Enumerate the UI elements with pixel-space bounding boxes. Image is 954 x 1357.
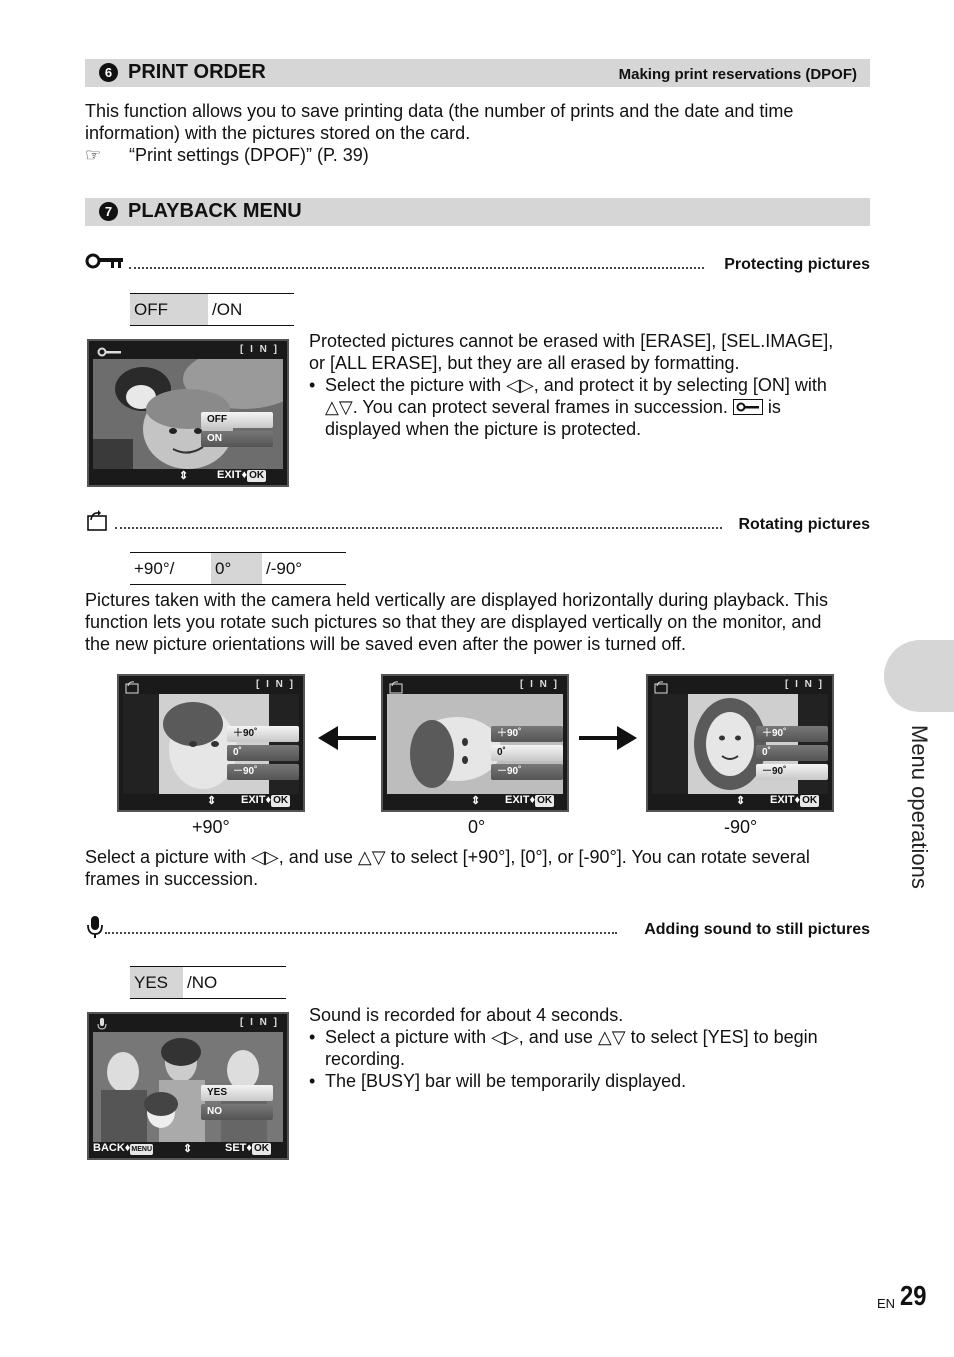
ok-button[interactable]: OK xyxy=(802,795,818,806)
caption-plus90: +90° xyxy=(192,817,230,837)
microphone-icon xyxy=(86,915,104,939)
protect-screen xyxy=(87,339,289,487)
protect-bullet: Select the picture with ◁▷, and protect it by selecting [ON] with △▽. You can protect several frames in succession. is displayed when the picture is protected. xyxy=(325,375,827,439)
protect-description: Protected pictures cannot be erased with [ERASE], [SEL.IMAGE], or [ALL ERASE], but they are all erased by formatting. xyxy=(309,331,834,373)
section-subtitle: Making print reservations (DPOF) xyxy=(618,66,857,83)
menu-item-plus90[interactable]: ＋90˚ xyxy=(756,726,828,742)
memory-indicator: [ I N ] xyxy=(240,344,279,355)
set-label: SET♦ OK xyxy=(225,1142,270,1154)
section-title: PLAYBACK MENU xyxy=(128,200,302,222)
language-code: EN xyxy=(877,1296,896,1311)
rotate-title: Rotating pictures xyxy=(738,516,870,533)
print-order-header xyxy=(85,59,870,87)
side-tab-label: Menu operations xyxy=(907,725,932,889)
rotate-options xyxy=(130,552,346,585)
menu-item-on[interactable]: ON xyxy=(201,431,273,447)
menu-item-off[interactable]: OFF xyxy=(201,412,273,428)
sound-menu xyxy=(201,1085,273,1123)
protect-heading xyxy=(85,250,870,274)
ok-button[interactable]: OK xyxy=(273,795,289,806)
option-on: /ON xyxy=(212,300,243,319)
exit-label: EXIT♦ OK xyxy=(217,469,265,481)
side-tab xyxy=(884,640,954,712)
up-down-arrow-icon: △▽ xyxy=(597,1027,626,1047)
reference-link[interactable]: “Print settings (DPOF)” (P. 39) xyxy=(129,145,369,165)
exit-label: EXIT♦ OK xyxy=(770,794,818,806)
list-item: • xyxy=(309,1027,316,1047)
memory-indicator: [ I N ] xyxy=(240,1017,279,1028)
protect-options xyxy=(130,293,294,326)
menu-item-minus90[interactable]: －90˚ xyxy=(491,764,563,780)
rotate-heading xyxy=(85,510,870,534)
rotate-menu xyxy=(491,726,563,783)
up-down-arrow-icon: △▽ xyxy=(357,847,386,867)
rotate-menu xyxy=(227,726,299,783)
back-label: BACK♦MENU xyxy=(93,1142,153,1154)
menu-item-minus90[interactable]: －90˚ xyxy=(756,764,828,780)
menu-item-plus90[interactable]: ＋90˚ xyxy=(491,726,563,742)
menu-item-0[interactable]: 0˚ xyxy=(491,745,563,761)
left-right-arrow-icon: ◁▷ xyxy=(506,375,534,395)
menu-item-yes[interactable]: YES xyxy=(201,1085,273,1101)
protect-title: Protecting pictures xyxy=(724,256,870,273)
menu-button[interactable]: MENU xyxy=(131,1146,153,1153)
rotate-menu xyxy=(756,726,828,783)
arrow-left-icon xyxy=(318,726,376,750)
rotate-description: Pictures taken with the camera held vertically are displayed horizontally during playback. This function lets you rotate such pictures so that they are displayed vertically on the monitor, and the new picture orientations will be saved even after the power is turned off. xyxy=(85,590,829,654)
option-no: /NO xyxy=(187,973,218,992)
rotate-icon xyxy=(654,680,668,694)
protect-menu xyxy=(201,412,273,450)
section-title: PRINT ORDER xyxy=(128,61,266,83)
option-off: OFF xyxy=(130,294,208,325)
sound-options xyxy=(130,966,286,999)
option-yes: YES xyxy=(130,967,183,998)
arrow-right-icon xyxy=(579,726,637,750)
option-plus90: +90°/ xyxy=(134,559,175,578)
sound-bullet-2: The [BUSY] bar will be temporarily displayed. xyxy=(325,1071,687,1091)
rotate-screen-minus90: [ I N ] ＋90˚ 0˚ －90˚ ⇕ EXIT♦ OK xyxy=(646,674,834,812)
menu-item-0[interactable]: 0˚ xyxy=(227,745,299,761)
list-item: • xyxy=(309,1071,316,1091)
up-down-arrow-icon: △▽ xyxy=(325,397,353,417)
memory-indicator: [ I N ] xyxy=(520,679,559,690)
print-order-body: This function allows you to save printing data (the number of prints and the date and time information) with the pictures stored on the card. ☞ “Print settings (DPOF)” (P. 39) xyxy=(85,101,794,165)
sound-screen: [ I N ] YES NO BACK♦MENU ⇕ SET♦ OK xyxy=(87,1012,289,1160)
menu-item-no[interactable]: NO xyxy=(201,1104,273,1120)
reference-icon: ☞ xyxy=(85,145,102,165)
key-icon xyxy=(85,252,125,270)
section-number-badge: 7 xyxy=(99,202,118,221)
sound-description: Sound is recorded for about 4 seconds. xyxy=(309,1005,624,1025)
microphone-icon xyxy=(97,1018,107,1032)
exit-label: EXIT♦ OK xyxy=(505,794,553,806)
sound-bullet-1: Select a picture with ◁▷, and use △▽ to select [YES] to begin recording. xyxy=(325,1027,818,1069)
key-icon xyxy=(97,347,123,357)
left-right-arrow-icon: ◁▷ xyxy=(251,847,279,867)
section-number-badge: 6 xyxy=(99,63,118,82)
caption-minus90: -90° xyxy=(724,817,758,837)
list-item: • xyxy=(309,375,316,395)
caption-0: 0° xyxy=(468,817,486,837)
rotate-icon xyxy=(86,510,108,532)
playback-menu-header xyxy=(85,198,870,226)
ok-button[interactable]: OK xyxy=(249,470,265,481)
sound-title: Adding sound to still pictures xyxy=(644,921,870,938)
ok-button[interactable]: OK xyxy=(537,795,553,806)
rotate-screen-0: [ I N ] ＋90˚ 0˚ －90˚ ⇕ EXIT♦ OK xyxy=(381,674,569,812)
exit-label: EXIT♦ OK xyxy=(241,794,289,806)
key-icon xyxy=(733,399,763,415)
menu-item-minus90[interactable]: －90˚ xyxy=(227,764,299,780)
rotate-screen-plus90: [ I N ] ＋90˚ 0˚ －90˚ ⇕ EXIT♦ OK xyxy=(117,674,305,812)
memory-indicator: [ I N ] xyxy=(785,679,824,690)
left-right-arrow-icon: ◁▷ xyxy=(491,1027,519,1047)
memory-indicator: [ I N ] xyxy=(256,679,295,690)
rotate-instructions: Select a picture with ◁▷, and use △▽ to select [+90°], [0°], or [-90°]. You can rotate several frames in succession. xyxy=(85,847,810,889)
option-0: 0° xyxy=(211,553,262,584)
menu-item-0[interactable]: 0˚ xyxy=(756,745,828,761)
sound-heading xyxy=(85,915,870,939)
rotate-icon xyxy=(389,680,403,694)
screen-footer: ⇕ xyxy=(179,470,189,482)
page-number: 29 xyxy=(900,1280,927,1311)
ok-button[interactable]: OK xyxy=(254,1143,270,1154)
option-minus90: /-90° xyxy=(266,559,303,578)
rotate-icon xyxy=(125,680,139,694)
menu-item-plus90[interactable]: ＋90˚ xyxy=(227,726,299,742)
